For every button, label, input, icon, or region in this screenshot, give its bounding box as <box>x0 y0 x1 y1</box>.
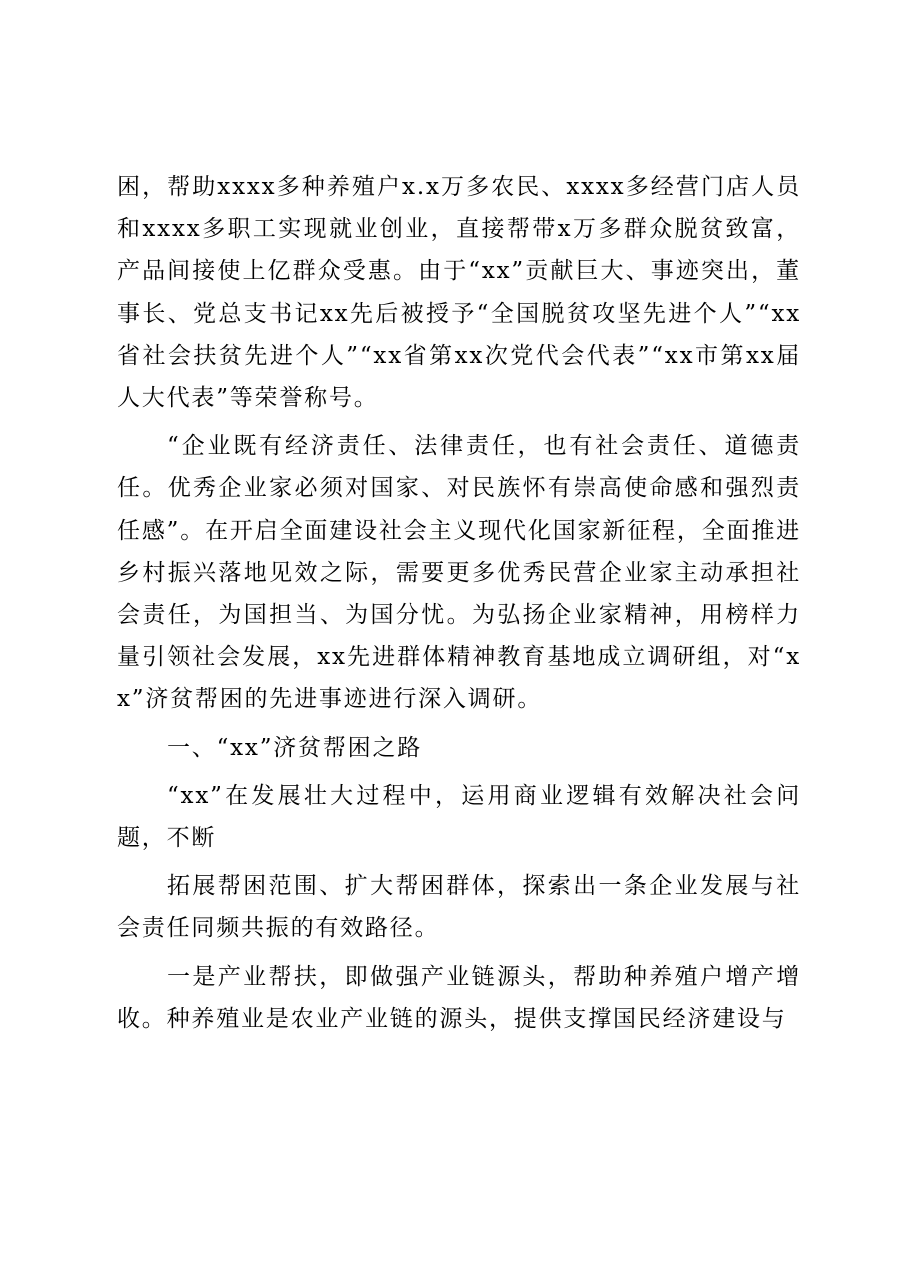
body-paragraph: 一是产业帮扶，即做强产业链源头，帮助种养殖户增产增收。种养殖业是农业产业链的源头，提供支撑国民经济建设与 <box>117 963 801 1032</box>
body-paragraph: 拓展帮困范围、扩大帮困群体，探索出一条企业发展与社会责任同频共振的有效路径。 <box>117 873 801 942</box>
body-paragraph: “xx”在发展壮大过程中，运用商业逻辑有效解决社会问题，不断 <box>117 782 801 852</box>
body-paragraph: 困，帮助xxxx多种养殖户x.x万多农民、xxxx多经营门店人员和xxxx多职工实现就业创业，直接帮带x万多群众脱贫致富，产品间接使上亿群众受惠。由于“xx”贡献巨大、事迹突出，董事长、党总支书记xx先后被授予“全国脱贫攻坚先进个人”“xx省社会扶贫先进个人”“xx省第xx次党代会代表”“xx市第xx届人大代表”等荣誉称号。 <box>117 174 801 412</box>
body-paragraph: “企业既有经济责任、法律责任，也有社会责任、道德责任。优秀企业家必须对国家、对民族怀有崇高使命感和强烈责任感”。在开启全面建设社会主义现代化国家新征程，全面推进乡村振兴落地见效之际，需要更多优秀民营企业家主动承担社会责任，为国担当、为国分忧。为弘扬企业家精神，用榜样力量引领社会发展，xx先进群体精神教育基地成立调研组，对“xx”济贫帮困的先进事迹进行深入调研。 <box>117 433 801 713</box>
document-body <box>117 166 801 1046</box>
section-heading: 一、“xx”济贫帮困之路 <box>167 734 423 761</box>
